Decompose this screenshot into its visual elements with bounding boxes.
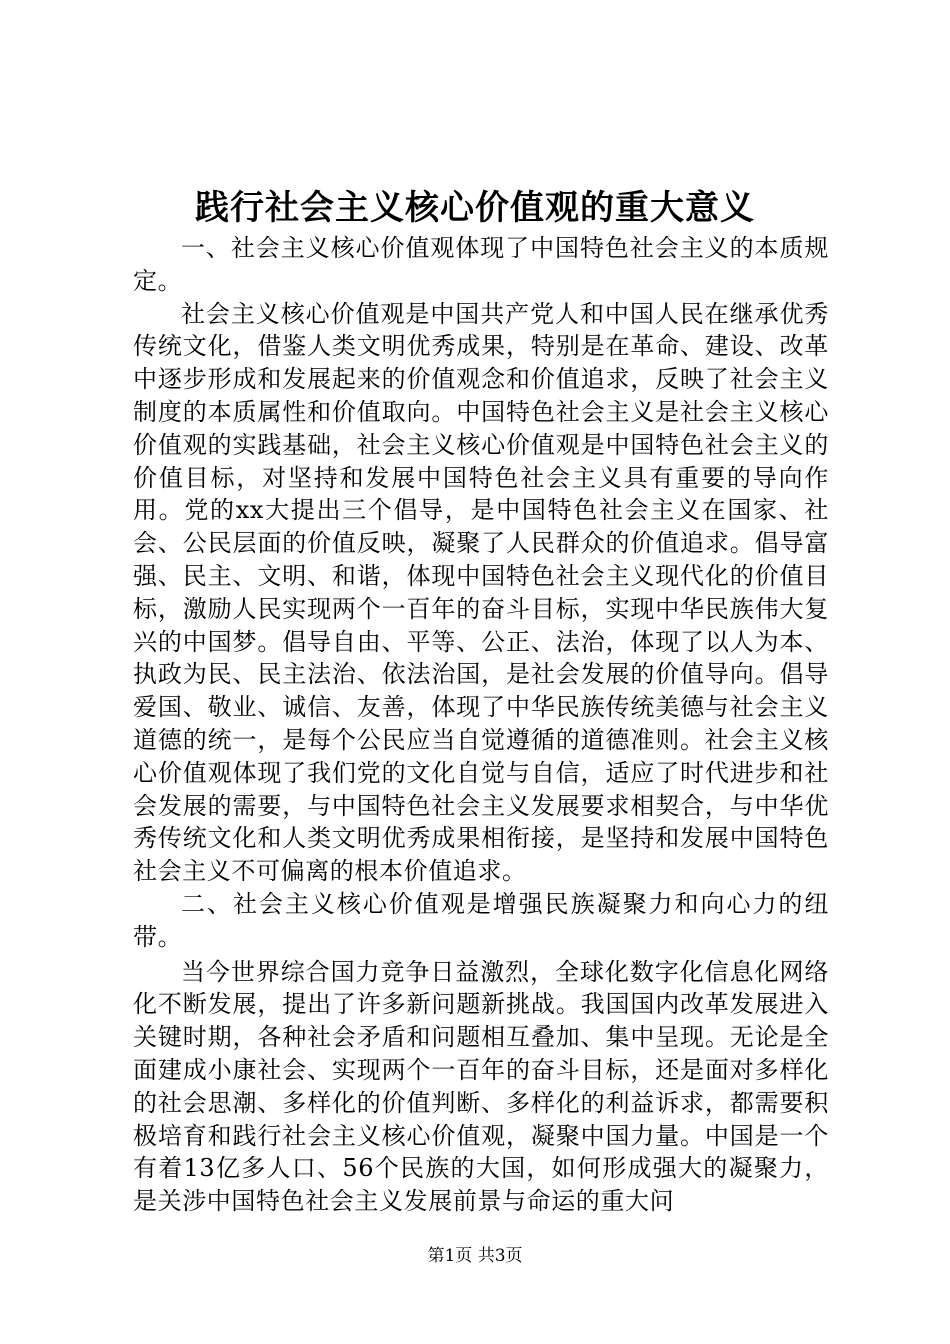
section-heading-1: 一、社会主义核心价值观体现了中国特色社会主义的本质规定。 [133,234,829,295]
document-body [133,232,829,1218]
body-paragraph-1: 社会主义核心价值观是中国共产党人和中国人民在继承优秀传统文化，借鉴人类文明优秀成果，特别是在革命、建设、改革中逐步形成和发展起来的价值观念和价值追求，反映了社会主义制度的本质属性和价值取向。中国特色社会主义是社会主义核心价值观的实践基础，社会主义核心价值观是中国特色社会主义的价值目标，对坚持和发展中国特色社会主义具有重要的导向作用。党的xx大提出三个倡导，是中国特色社会主义在国家、社会、公民层面的价值反映，凝聚了人民群众的价值追求。倡导富强、民主、文明、和谐，体现中国特色社会主义现代化的价值目标，激励人民实现两个一百年的奋斗目标，实现中华民族伟大复兴的中国梦。倡导自由、平等、公正、法治，体现了以人为本、执政为民、民主法治、依法治国，是社会发展的价值导向。倡导爱国、敬业、诚信、友善，体现了中华民族传统美德与社会主义道德的统一，是每个公民应当自觉遵循的道德准则。社会主义核心价值观体现了我们党的文化自觉与自信，适应了时代进步和社会发展的需要，与中国特色社会主义发展要求相契合，与中华优秀传统文化和人类文明优秀成果相衔接，是坚持和发展中国特色社会主义不可偏离的根本价值追求。 [133,299,829,886]
document-title: 践行社会主义核心价值观的重大意义 [195,188,755,228]
page-footer: 第1页 共3页 [427,1246,523,1266]
body-paragraph-2: 当今世界综合国力竞争日益激烈，全球化数字化信息化网络化不断发展，提出了许多新问题新挑战。我国国内改革发展进入关键时期，各种社会矛盾和问题相互叠加、集中呈现。无论是全面建成小康社会、实现两个一百年的奋斗目标，还是面对多样化的社会思潮、多样化的价值判断、多样化的利益诉求，都需要积极培育和践行社会主义核心价值观，凝聚中国力量。中国是一个有着13亿多人口、56个民族的大国，如何形成强大的凝聚力，是关涉中国特色社会主义发展前景与命运的重大问 [133,957,829,1216]
section-heading-2: 二、社会主义核心价值观是增强民族凝聚力和向心力的纽带。 [133,889,829,951]
